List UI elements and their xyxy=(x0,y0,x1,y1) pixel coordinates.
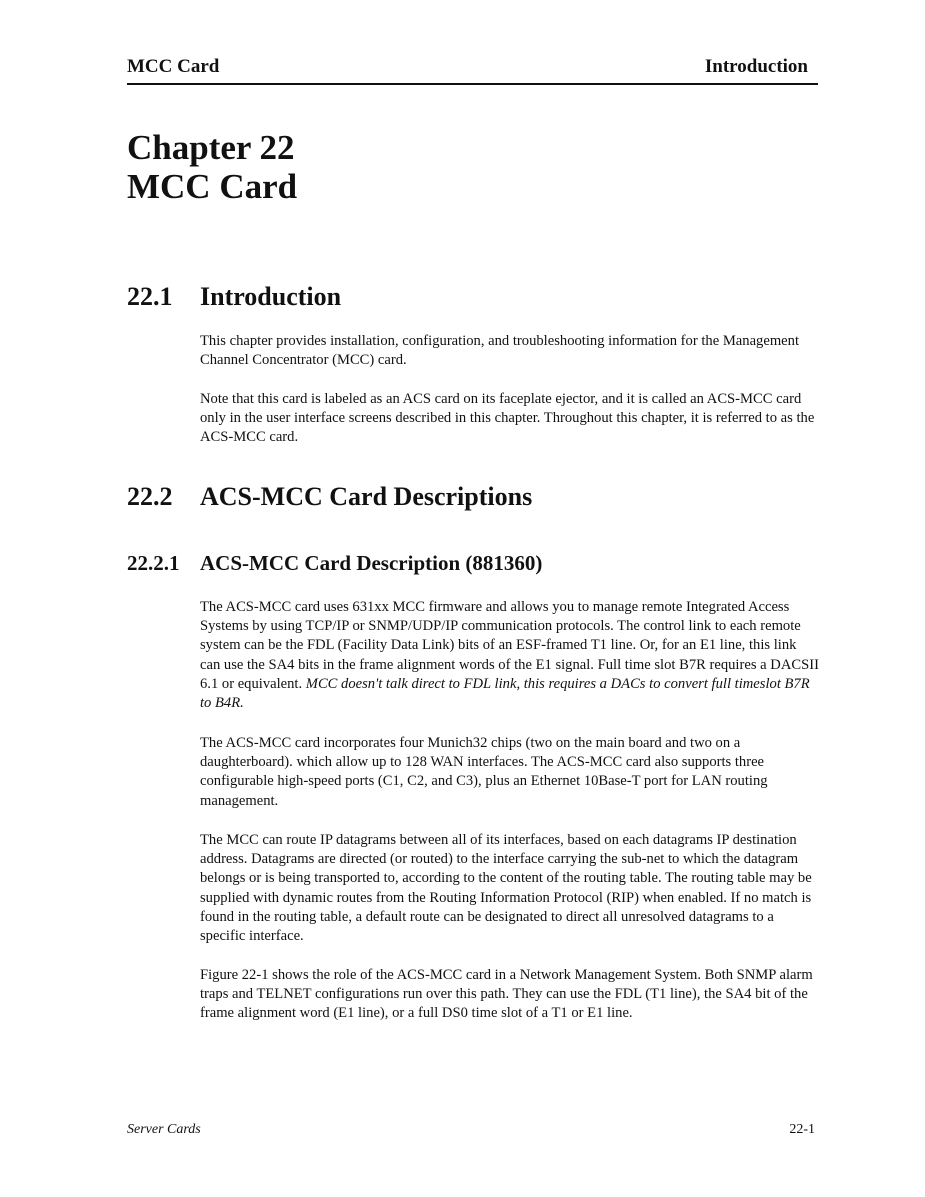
text-run: The ACS-MCC card uses 631xx MCC firmware and allows you to manage remote Integrated Access Systems by using TCP/IP or SNMP/UDP/IP communication protocols. The control link to each remote system can be the FDL (Facility Data Link) bits of an ESF-framed T1 line. Or, for an E1 line, this link can use the xyxy=(200,599,801,673)
section-title: ACS-MCC Card Descriptions xyxy=(200,482,533,511)
text-run: bits in the frame alignment words of the E1 signal. Full time slot B7R requires a DACSII 6.1 or equivalent. xyxy=(200,656,819,692)
section-heading-22-1 xyxy=(127,282,341,312)
intro-paragraph-1: This chapter provides installation, configuration, and troubleshooting information for the Management Channel Concentrator (MCC) card. xyxy=(200,333,800,369)
running-header-left: MCC Card xyxy=(127,56,220,77)
running-header-right: Introduction xyxy=(704,56,808,77)
chapter-number: Chapter 22 xyxy=(127,128,295,167)
header-rule xyxy=(127,83,818,85)
description-paragraph-1 xyxy=(200,598,820,713)
section-number: 22.2 xyxy=(127,482,173,511)
sa4-term: SA4 xyxy=(268,656,295,673)
section-heading-22-2 xyxy=(127,482,532,512)
subsection-title: ACS-MCC Card Description (881360) xyxy=(200,551,543,575)
chapter-name: MCC Card xyxy=(127,167,298,206)
italic-note: MCC doesn't talk direct to FDL link, this requires a DACs to convert full timeslot B7R to B4R. xyxy=(200,675,810,712)
section-title: Introduction xyxy=(200,282,342,311)
sa4-term: SA4 xyxy=(725,986,752,1003)
section-number: 22.1 xyxy=(127,282,173,311)
description-paragraph-3: The MCC can route IP datagrams between all of its interfaces, based on each datagrams IP destination address. Datagrams are directed (or routed) to the interface carrying the sub-net to which the datagram belongs or is being transported to, according to the content of the routing table. The routing table may be supplied with dynamic routes from the Routing Information Protocol (RIP) when enabled. If no match is found in the routing table, a default route can be designated to direct all unresolved datagrams to a specific interface. xyxy=(200,832,812,945)
description-paragraph-2: The ACS-MCC card incorporates four Munich32 chips (two on the main board and two on a daughterboard). which allow up to 128 WAN interfaces. The ACS-MCC card also supports three configurable high-speed ports (C1, C2, and C3), plus an Ethernet 10Base-T port for LAN routing management. xyxy=(200,735,768,809)
footer-left: Server Cards xyxy=(127,1122,201,1137)
subsection-number: 22.2.1 xyxy=(127,551,180,575)
text-run: Figure 22-1 shows the role of the ACS-MCC card in a Network Management System. Both SNMP alarm traps and TELNET configurations run over this path. They can use the FDL (T1 line), the xyxy=(200,967,813,1003)
page-number: 22-1 xyxy=(789,1122,815,1137)
description-paragraph-4 xyxy=(200,966,820,1024)
text-run: bit of the frame alignment word (E1 line), or a full DS0 time slot of a T1 or E1 line. xyxy=(200,986,808,1022)
subsection-heading-22-2-1 xyxy=(127,551,542,576)
intro-paragraph-2: Note that this card is labeled as an ACS card on its faceplate ejector, and it is called an ACS-MCC card only in the user interface screens described in this chapter. Throughout this chapter, it is referred to as the ACS-MCC card. xyxy=(200,391,815,446)
chapter-title xyxy=(127,128,297,206)
